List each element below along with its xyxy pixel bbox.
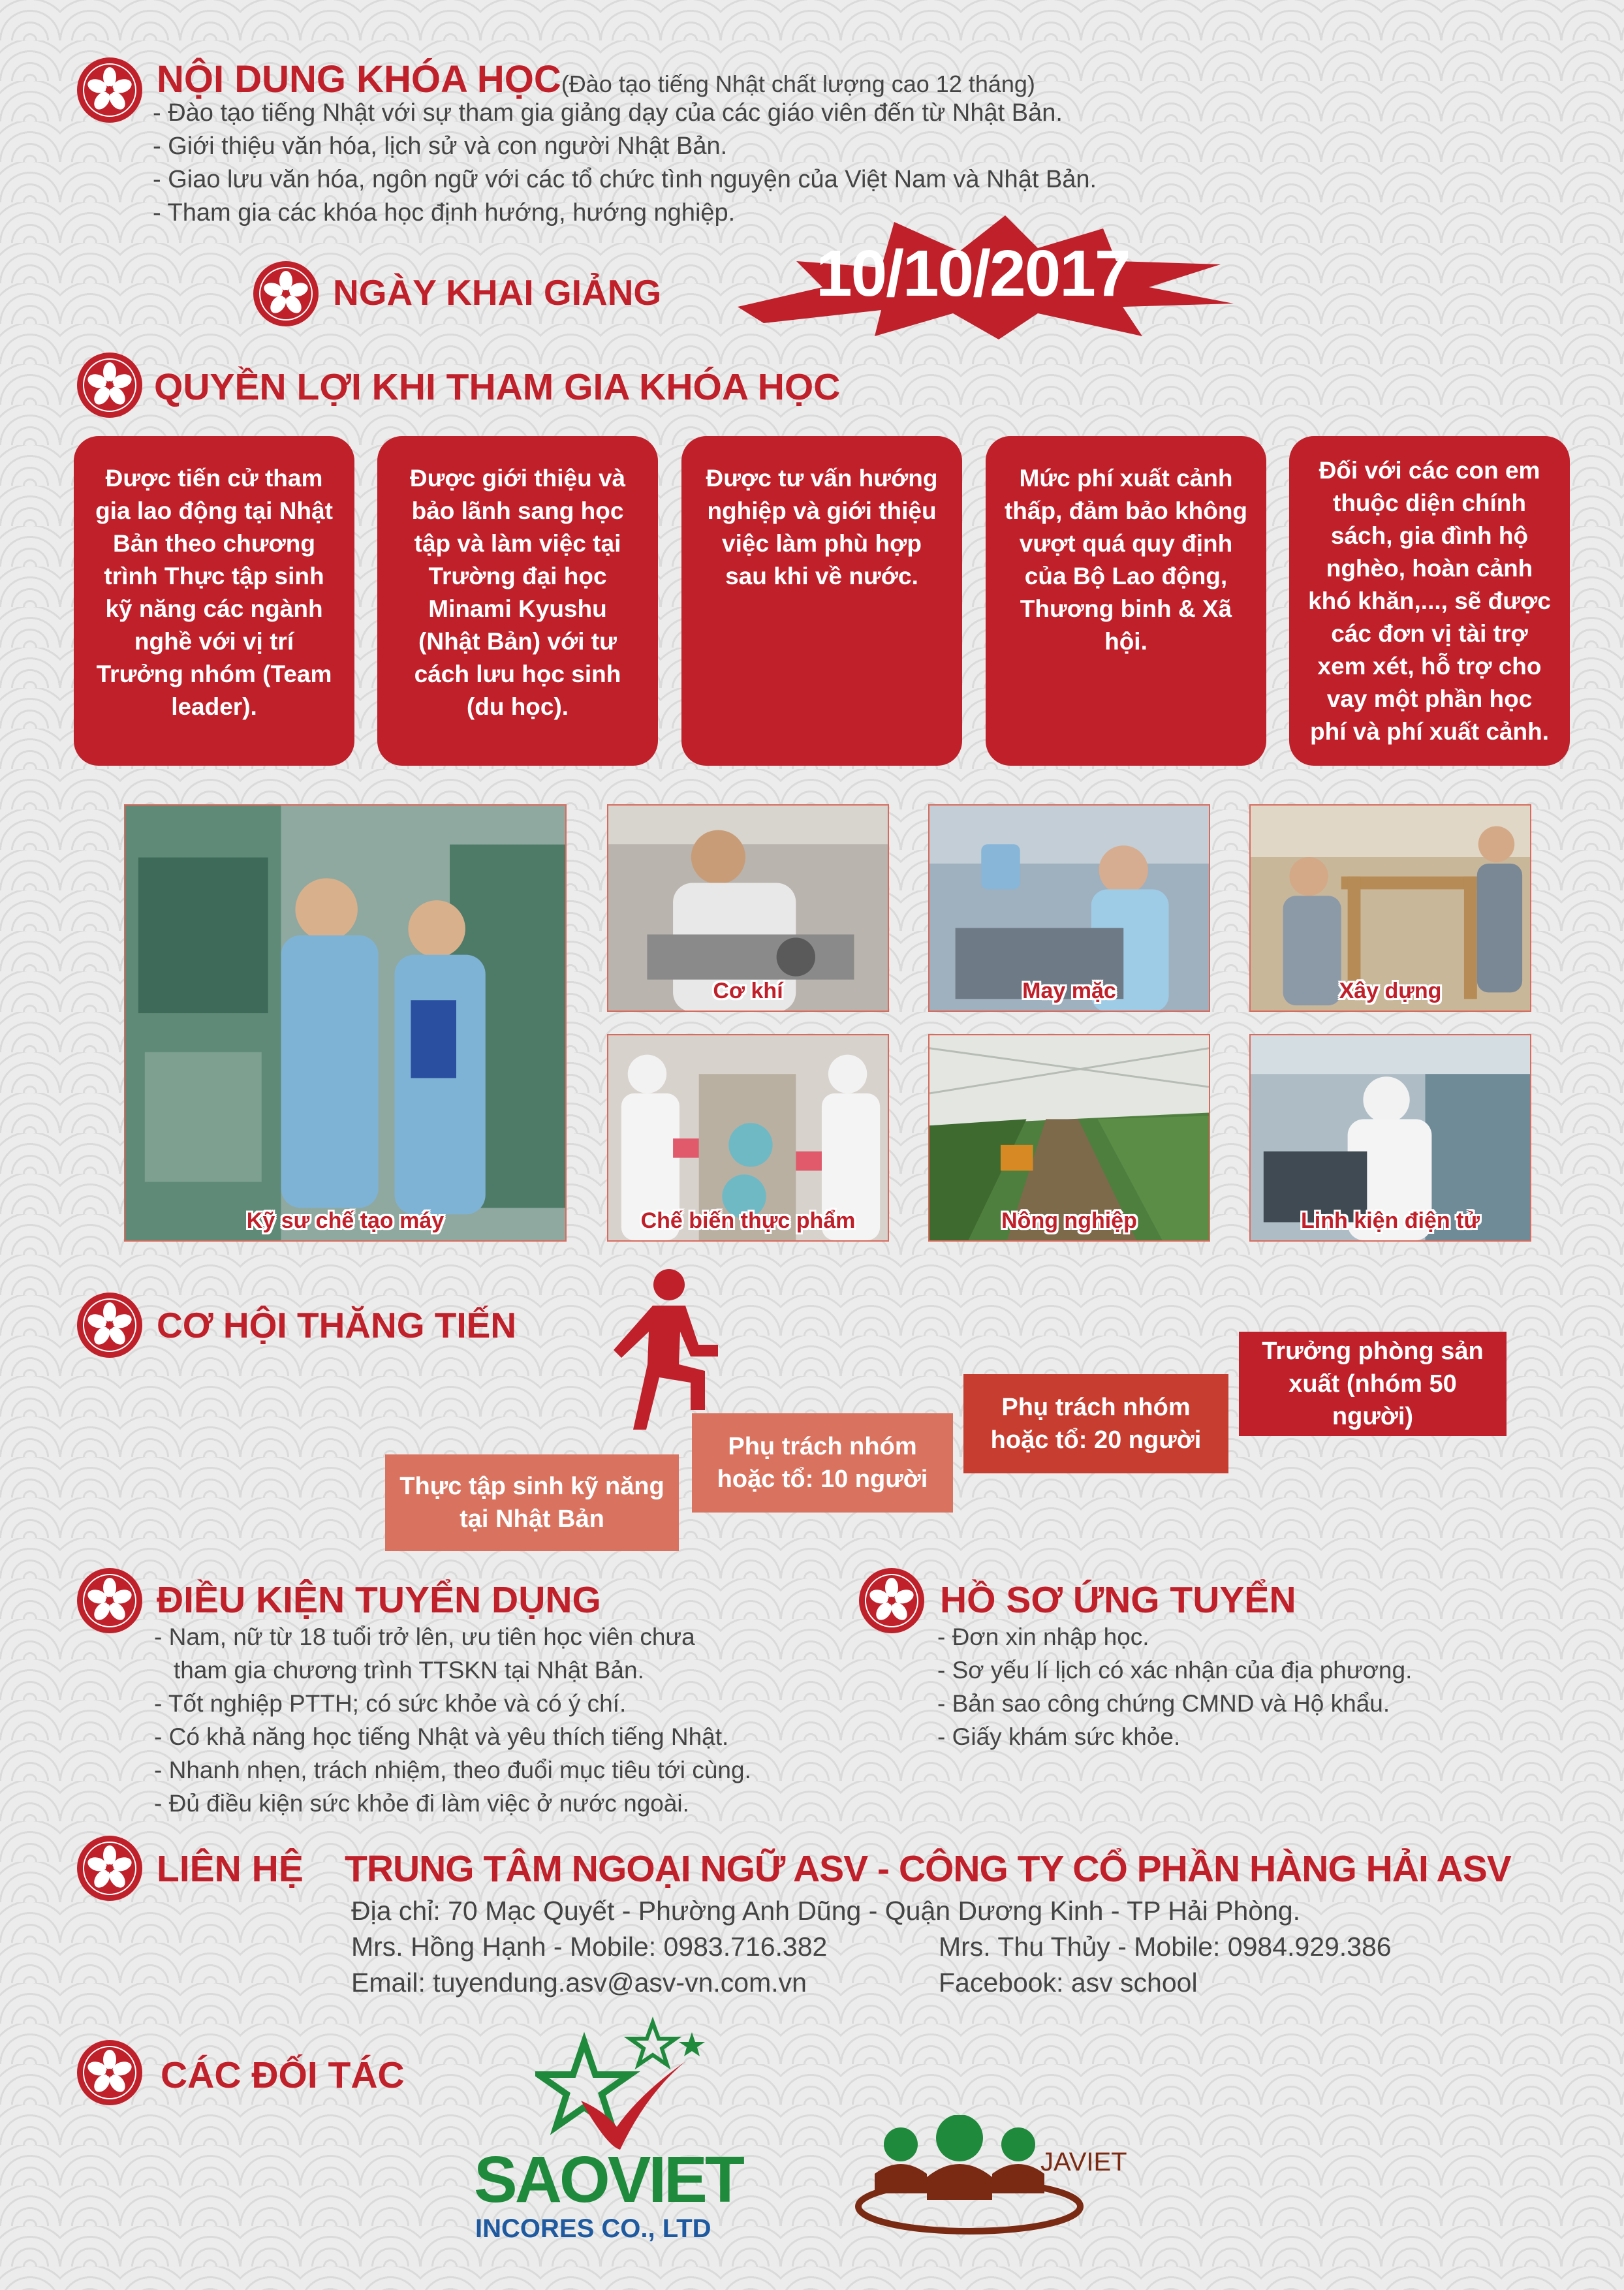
photo-caption: Kỹ sư chế tạo máy: [246, 1208, 445, 1233]
career-step: Thực tập sinh kỹ năng tại Nhật Bản: [385, 1454, 679, 1551]
list-item: - Giấy khám sức khỏe.: [937, 1723, 1181, 1750]
opening-title: NGÀY KHAI GIẢNG: [333, 272, 662, 313]
career-step: Phụ trách nhóm hoặc tổ: 10 người: [692, 1413, 953, 1513]
list-item: tham gia chương trình TTSKN tại Nhật Bản.: [174, 1657, 644, 1684]
saoviet-logo-mark: [535, 2016, 731, 2153]
course-list: [153, 97, 1097, 230]
list-item: - Tốt nghiệp PTTH; có sức khỏe và có ý chí.: [154, 1690, 627, 1717]
photo-mechanical: [607, 804, 889, 1012]
requirements-title: ĐIỀU KIỆN TUYỂN DỤNG: [157, 1579, 601, 1621]
photo-caption: Xây dựng: [1339, 979, 1442, 1003]
contact-email[interactable]: Email: tuyendung.asv@asv-vn.com.vn: [351, 1968, 807, 1998]
benefit-card: Được tư vấn hướng nghiệp và giới thiệu việc làm phù hợp sau khi về nước.: [681, 436, 962, 766]
flower-icon: [77, 1836, 142, 1901]
list-item: - Đơn xin nhập học.: [937, 1623, 1149, 1650]
career-title: CƠ HỘI THĂNG TIẾN: [157, 1305, 517, 1345]
flower-icon: [77, 2040, 142, 2105]
javiet-logo-label: JAVIET: [1040, 2148, 1127, 2176]
list-item: - Sơ yếu lí lịch có xác nhận của địa phương.: [937, 1657, 1413, 1684]
benefits-title: QUYỀN LỢI KHI THAM GIA KHÓA HỌC: [154, 366, 841, 408]
flower-icon: [77, 353, 142, 418]
benefit-card: Được tiến cử tham gia lao động tại Nhật Bản theo chương trình Thực tập sinh kỹ năng các ngành nghề với vị trí Trưởng nhóm (Team leader).: [74, 436, 354, 766]
javiet-logo-text: [1040, 2148, 1127, 2177]
benefit-card: Đối với các con em thuộc diện chính sách, gia đình hộ nghèo, hoàn cảnh khó khăn,..., sẽ được các đơn vị tài trợ xem xét, hỗ trợ cho vay một phần học phí và phí xuất cảnh.: [1289, 436, 1570, 766]
photo-agriculture: [928, 1034, 1210, 1242]
list-item: - Bản sao công chứng CMND và Hộ khẩu.: [937, 1690, 1390, 1717]
list-item: - Giao lưu văn hóa, ngôn ngữ với các tổ chức tình nguyện của Việt Nam và Nhật Bản.: [153, 166, 1097, 193]
flower-icon: [77, 1293, 142, 1358]
list-item: - Đủ điều kiện sức khỏe đi làm việc ở nước ngoài.: [154, 1790, 689, 1817]
javiet-logo-mark: [855, 2115, 1103, 2239]
climbing-person-icon: [607, 1266, 725, 1436]
photo-caption: Chế biến thực phẩm: [640, 1208, 856, 1233]
photo-caption: May mặc: [1022, 979, 1116, 1003]
flower-icon: [77, 57, 142, 123]
saoviet-logo-text: SAOVIET: [474, 2143, 742, 2216]
course-heading: [157, 57, 1035, 101]
list-item: - Tham gia các khóa học định hướng, hướng nghiệp.: [153, 199, 736, 227]
opening-date: 10/10/2017: [816, 237, 1130, 310]
photo-food-processing: [607, 1034, 889, 1242]
list-item: - Nam, nữ từ 18 tuổi trở lên, ưu tiên học viên chưa: [154, 1623, 695, 1650]
contact-phone-1[interactable]: Mrs. Hồng Hạnh - Mobile: 0983.716.382: [351, 1932, 828, 1962]
contact-org: TRUNG TÂM NGOẠI NGỮ ASV - CÔNG TY CỔ PHẦN HÀNG HẢI ASV: [345, 1848, 1511, 1890]
photo-caption: Nông nghiệp: [1001, 1208, 1137, 1233]
photo-machine-engineer: [124, 804, 567, 1242]
contact-phone-2[interactable]: Mrs. Thu Thủy - Mobile: 0984.929.386: [939, 1932, 1392, 1962]
career-step: Trưởng phòng sản xuất (nhóm 50 người): [1239, 1332, 1507, 1436]
benefit-card: Được giới thiệu và bảo lãnh sang học tập và làm việc tại Trường đại học Minami Kyushu (Nhật Bản) với tư cách lưu học sinh (du học).: [377, 436, 658, 766]
contact-facebook[interactable]: Facebook: asv school: [939, 1968, 1198, 1998]
course-title: NỘI DUNG KHÓA HỌC: [157, 58, 561, 101]
course-subtitle: (Đào tạo tiếng Nhật chất lượng cao 12 tháng): [561, 71, 1035, 97]
photo-construction: [1249, 804, 1531, 1012]
requirements-list: [154, 1620, 751, 1820]
list-item: - Đào tạo tiếng Nhật với sự tham gia giảng dạy của các giáo viên đến từ Nhật Bản.: [153, 99, 1063, 127]
contact-title: LIÊN HỆ: [157, 1848, 304, 1890]
photo-caption: Linh kiện điện tử: [1301, 1208, 1480, 1233]
flower-icon: [253, 261, 319, 326]
flower-icon: [859, 1568, 924, 1633]
photo-electronics: [1249, 1034, 1531, 1242]
list-item: - Giới thiệu văn hóa, lịch sử và con người Nhật Bản.: [153, 133, 728, 160]
partners-title: CÁC ĐỐI TÁC: [161, 2054, 405, 2096]
benefit-card: Mức phí xuất cảnh thấp, đảm bảo không vượt quá quy định của Bộ Lao động, Thương binh & Xã hội.: [986, 436, 1266, 766]
photo-garment: [928, 804, 1210, 1012]
list-item: - Có khả năng học tiếng Nhật và yêu thích tiếng Nhật.: [154, 1723, 729, 1750]
flower-icon: [77, 1568, 142, 1633]
documents-list: [937, 1620, 1412, 1753]
documents-title: HỒ SƠ ỨNG TUYỂN: [940, 1579, 1296, 1621]
list-item: - Nhanh nhẹn, trách nhiệm, theo đuổi mục tiêu tới cùng.: [154, 1757, 751, 1783]
career-step: Phụ trách nhóm hoặc tổ: 20 người: [963, 1374, 1228, 1473]
photo-caption: Cơ khí: [713, 979, 783, 1003]
contact-address: Địa chỉ: 70 Mạc Quyết - Phường Anh Dũng - Quận Dương Kinh - TP Hải Phòng.: [351, 1896, 1301, 1926]
saoviet-logo-subtext: INCORES CO., LTD: [475, 2214, 711, 2243]
